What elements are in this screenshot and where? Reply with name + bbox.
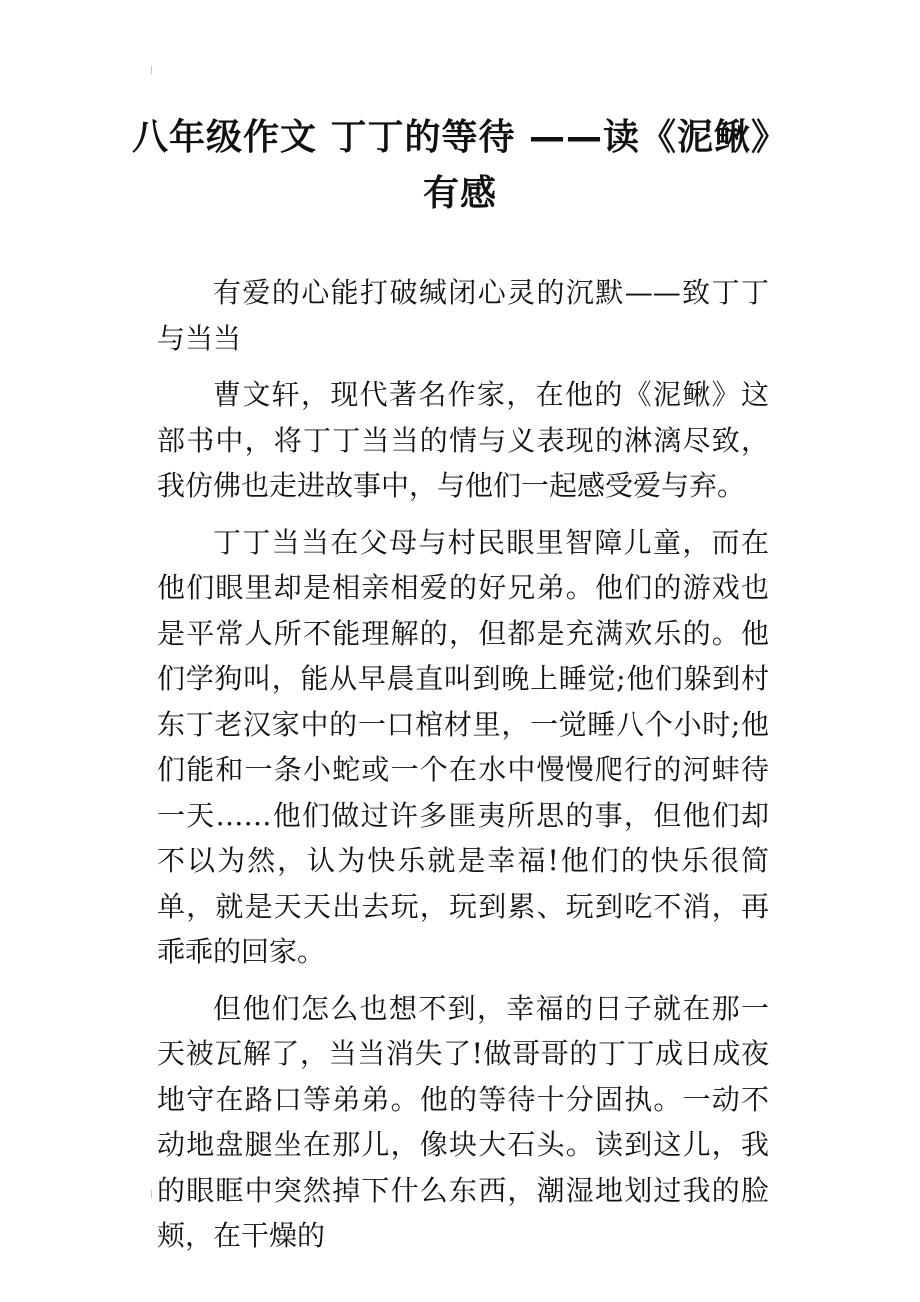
paragraph-games: 丁丁当当在父母与村民眼里智障儿童，而在他们眼里却是相亲相爱的好兄弟。他们的游戏也是平常人所不能理解的，但都是充满欢乐的。他们学狗叫，能从早晨直叫到晚上睡觉;他们躲到村东丁老汉家中的一口棺材里，一觉睡八个小时;他们能和一条小蛇或一个在水中慢慢爬行的河蚌待一天……他们做过许多匪夷所思的事，但他们却不以为然，认为快乐就是幸福!他们的快乐很简单，就是天天出去玩，玩到累、玩到吃不消，再乖乖的回家。 [157, 525, 769, 968]
page-corner-mark-bottom [151, 1190, 156, 1198]
paragraph-waiting: 但他们怎么也想不到，幸福的日子就在那一天被瓦解了，当当消失了!做哥哥的丁丁成日成夜地守在路口等弟弟。他的等待十分固执。一动不动地盘腿坐在那儿，像块大石头。读到这儿，我的眼眶中突然掉下什么东西，潮湿地划过我的脸颊，在干燥的 [157, 991, 769, 1252]
document-title: 八年级作文 丁丁的等待 ——读《泥鳅》有感 [131, 117, 789, 214]
paragraph-intro: 曹文轩，现代著名作家，在他的《泥鳅》这部书中，将丁丁当当的情与义表现的淋漓尽致，我仿佛也走进故事中，与他们一起感受爱与弃。 [157, 378, 769, 502]
paragraph-subtitle: 有爱的心能打破缄闭心灵的沉默——致丁丁与当当 [157, 276, 769, 355]
page-corner-mark-top [151, 66, 156, 74]
document-body [157, 270, 769, 1270]
